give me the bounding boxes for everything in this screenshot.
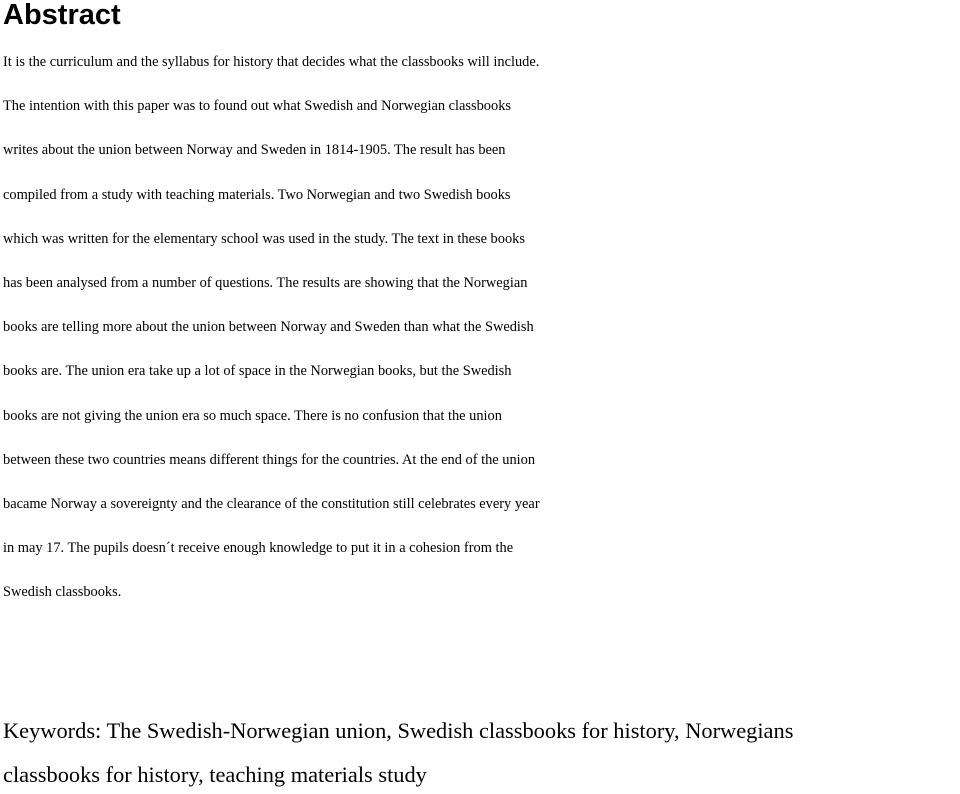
abstract-line: Swedish classbooks. [3, 584, 122, 601]
abstract-line: books are. The union era take up a lot of space in the Norwegian books, but the Swedish [3, 363, 512, 380]
abstract-line: has been analysed from a number of questions. The results are showing that the Norwegian [3, 275, 528, 292]
abstract-line: books are not giving the union era so much space. There is no confusion that the union [3, 407, 502, 424]
keywords-paragraph [3, 709, 958, 794]
abstract-line: compiled from a study with teaching materials. Two Norwegian and two Swedish books [3, 186, 511, 203]
abstract-paragraph [3, 40, 960, 615]
keywords-line: Keywords: The Swedish-Norwegian union, Swedish classbooks for history, Norwegians [3, 718, 794, 743]
abstract-line: writes about the union between Norway and Sweden in 1814-1905. The result has been [3, 142, 506, 159]
abstract-line: in may 17. The pupils doesn´t receive enough knowledge to put it in a cohesion from the [3, 540, 514, 557]
abstract-line: which was written for the elementary school was used in the study. The text in these books [3, 230, 525, 247]
section-heading-abstract: Abstract [3, 0, 121, 31]
abstract-line: The intention with this paper was to found out what Swedish and Norwegian classbooks [3, 98, 511, 115]
abstract-line: books are telling more about the union between Norway and Sweden than what the Swedish [3, 319, 534, 336]
abstract-line: It is the curriculum and the syllabus for history that decides what the classbooks will include. [3, 54, 540, 70]
abstract-line: between these two countries means different things for the countries. At the end of the union [3, 451, 536, 468]
abstract-line: bacame Norway a sovereignty and the clearance of the constitution still celebrates every year [3, 496, 540, 513]
keywords-line: classbooks for history, teaching materials study [3, 762, 427, 788]
